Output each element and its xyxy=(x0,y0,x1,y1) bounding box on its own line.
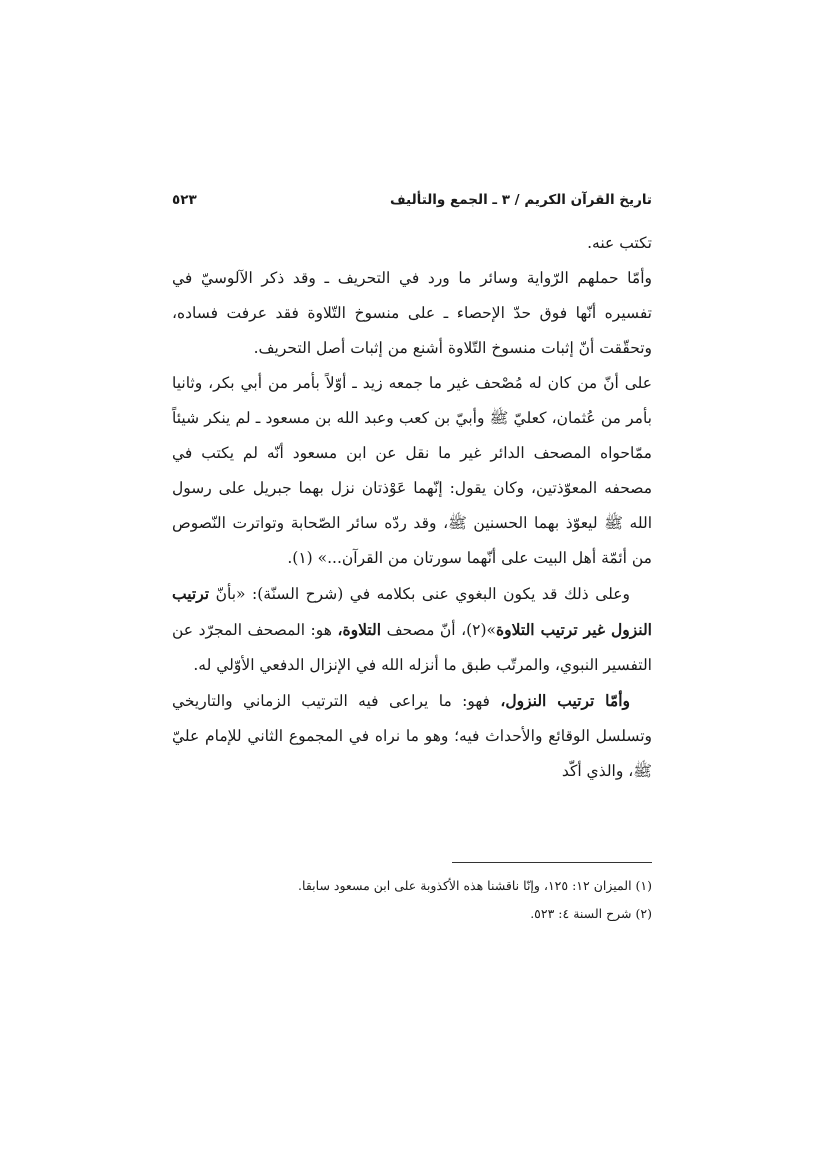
bold-term: وأمّا ترتيب النزول، xyxy=(500,691,630,710)
footnote-1: (١) الميزان ١٢: ١٢٥، وإنّا ناقشنا هذه الأكذوبة على ابن مسعود سابقا. xyxy=(298,878,652,893)
bold-term: ترتيب النزول غير ترتيب التلاوة xyxy=(172,584,652,639)
text-run: هو: المصحف المجرّد عن التفسير النبوي، والمرتّب طبق ما أنزله الله في الإنزال الدفعي الأوّلي له. xyxy=(172,621,652,674)
paragraph: على أنّ من كان له مُصْحف غير ما جمعه زيد ـ أوّلاً بأمر من أبي بكر، وثانيا بأمر من عُثمان، كعليّ ﷺ وأبيّ بن كعب وعبد الله بن مسعود ـ لم ينكر شيئاً ممّاحواه المصحف الدائر غير ما نقل عن ابن مسعود أنّه لم يكتب في مصحفه المعوّذتين، وكان يقول: إنّهما عَوْذتان نزل بهما جبريل على رسول الله ﷺ ليعوّذ بهما الحسنين ﷺ، وقد ردّه سائر الصّحابة وتواترت النّصوص من أئمّة أهل البيت على أنّهما سورتان من القرآن...» (١). xyxy=(172,374,652,567)
paragraph-continuation: تكتب عنه. xyxy=(587,234,652,252)
running-title: تاريخ القرآن الكريم / ٣ ـ الجمع والتأليف xyxy=(389,192,652,208)
footnote-divider xyxy=(452,862,652,863)
text-run: وعلى ذلك قد يكون البغوي عنى بكلامه في (شرح السنّة): «بأنّ xyxy=(209,585,630,603)
paragraph-baghawi xyxy=(172,576,652,683)
footnotes xyxy=(172,872,652,928)
footnote-2: (٢) شرح السنة ٤: ٥٢٣. xyxy=(530,906,652,921)
text-run: فهو: ما يراعى فيه الترتيب الزماني والتاريخي وتسلسل الوقائع والأحداث فيه؛ وهو ما نراه في المجموع الثاني للإمام عليّ ﷺ، والذي أكّد xyxy=(172,692,652,780)
text-run: »(٢)، أنّ مصحف xyxy=(381,621,497,639)
body-text xyxy=(172,226,652,789)
paragraph-order-of-revelation xyxy=(172,683,652,789)
running-header xyxy=(172,186,652,214)
page-number: ٥٢٣ xyxy=(172,192,197,208)
paragraph: وأمّا حملهم الرّواية وسائر ما ورد في التحريف ـ وقد ذكر الآلوسيّ في تفسيره أنّها فوق حدّ الإحصاء ـ على منسوخ التّلاوة فقد عرفت فساده، وتحقّقت أنّ إثبات منسوخ التّلاوة أشنع من إثبات أصل التحريف. xyxy=(172,269,652,357)
bold-term: التلاوة، xyxy=(337,620,382,639)
